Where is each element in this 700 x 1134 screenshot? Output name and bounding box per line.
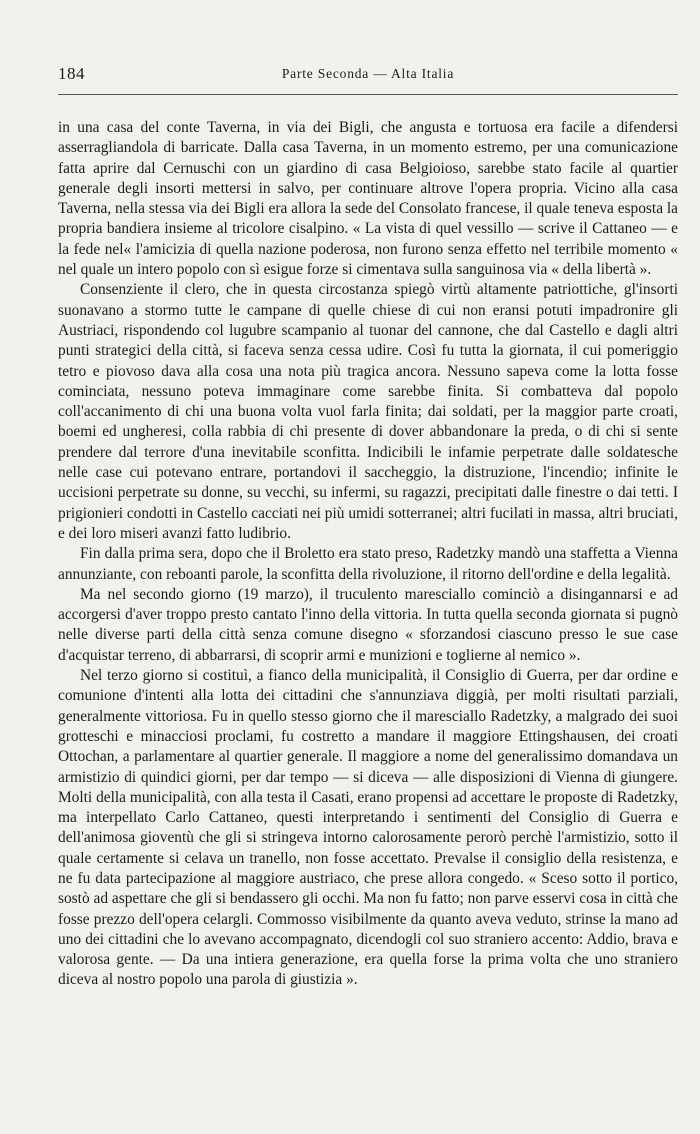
body-text — [58, 118, 678, 991]
paragraph: in una casa del conte Taverna, in via dei Bigli, che angusta e tortuosa era facile a difendersi asserragliandola di barricate. Dalla casa Taverna, in un momento estremo, per una comunicazione fatta aprire dal Cernuschi con un giardino di casa Belgioioso, sarebbe stato facile al quartier generale degli insorti mettersi in salvo, per continuare altrove l'opera propria. Vicino alla casa Taverna, nella stessa via dei Bigli era allora la sede del Consolato francese, il quale teneva esposta la propria bandiera insieme al tricolore cisalpino. « La vista di quel vessillo — scrive il Cattaneo — e la fede nel« l'amicizia di quella nazione poderosa, non furono senza effetto nel terribile momento « nel quale un intero popolo con sì esigue forze si cimentava sulla sanguinosa via « della libertà ». — [58, 119, 678, 279]
paragraph: Fin dalla prima sera, dopo che il Broletto era stato preso, Radetzky mandò una staffetta a Vienna annunziante, con reboanti parole, la sconfitta della rivoluzione, il ritorno dell'ordine e della legalità. — [58, 545, 678, 583]
page-number: 184 — [58, 64, 85, 83]
paragraph: Ma nel secondo giorno (19 marzo), il truculento maresciallo cominciò a disingannarsi e ad accorgersi d'aver troppo presto cantato l'inno della vittoria. In tutta quella seconda giornata si pugnò nelle diverse parti della città senza comune disegno « sforzandosi ciascuno presso le sue case d'acquistar terreno, di abbarrarsi, di scoprir armi e munizioni e toglierne al nemico ». — [58, 585, 678, 664]
paragraph: Nel terzo giorno si costituì, a fianco della municipalità, il Consiglio di Guerra, per dar ordine e comunione d'intenti alla lotta dei cittadini che s'annunziava diggià, per molti risultati parziali, generalmente vittoriosa. Fu in quello stesso giorno che il maresciallo Radetzky, a malgrado dei suoi grotteschi e minacciosi proclami, fu costretto a mandare il maggiore Ettingshausen, dei croati Ottochan, a parlamentare al quartier generale. Il maggiore a nome del generalissimo domandava un armistizio di quindici giorni, per dar tempo — si diceva — alle disposizioni di Vienna di giungere. Molti della municipalità, con alla testa il Casati, erano propensi ad accettare le proposte di Radetzky, ma interpellato Carlo Cattaneo, questi interpretando i sentimenti del Consiglio di Guerra e dell'animosa gioventù che gli si stringeva intorno calorosamente perorò perchè l'armistizio, sotto il quale certamente si celava un tranello, non fosse accettato. Prevalse il consiglio della resistenza, e ne fu data partecipazione al maggiore austriaco, che prese allora congedo. « Sceso sotto il portico, sostò ad aspettare che gli si bendassero gli occhi. Ma non fu fatto; non parve esservi cosa in città che fosse prezzo dell'opera celargli. Commosso visibilmente da quanto aveva veduto, strinse la mano ad uno dei cittadini che lo avevano accompagnato, dicendogli col suo straniero accento: Addio, brava e valorosa gente. — Da una intiera generazione, era quella forse la prima volta che uno straniero diceva al nostro popolo una parola di giustizia ». — [58, 667, 678, 989]
page-header — [58, 64, 678, 88]
running-head: Parte Seconda — Alta Italia — [281, 66, 455, 81]
header-rule — [58, 94, 678, 95]
paragraph: Consenziente il clero, che in questa circostanza spiegò virtù altamente patriottiche, gl'insorti suonavano a stormo tutte le campane di quelle chiese di cui non eransi potuti impadronire gli Austriaci, rispondendo col lugubre scampanio al tuonar del cannone, che dal Castello e dagli altri punti strategici della città, si faceva senza cessa udire. Così fu tutta la giornata, il cui pomeriggio tetro e piovoso dava alla cosa una nota più tragica ancora. Nessuno sapeva come la lotta fosse cominciata, nessuno poteva immaginare come sarebbe finita. Si combatteva dal popolo coll'accanimento di chi una buona volta vuol farla finita; dai soldati, per la maggior parte croati, boemi ed ungheresi, colla rabbia di chi presente di dover abbandonare la preda, o di chi si sente prendere dal terrore d'una inevitabile sconfitta. Indicibili le infamie perpetrate dalle soldatesche nelle case cui potevano entrare, portandovi il saccheggio, la distruzione, l'incendio; infinite le uccisioni perpetrate su donne, su vecchi, su infermi, su ragazzi, precipitati dalle finestre o dai tetti. I prigionieri condotti in Castello cacciati nei più umidi sotterranei; altri fucilati in massa, altri bruciati, e dei loro miseri avanzi fatto ludibrio. — [58, 281, 678, 542]
